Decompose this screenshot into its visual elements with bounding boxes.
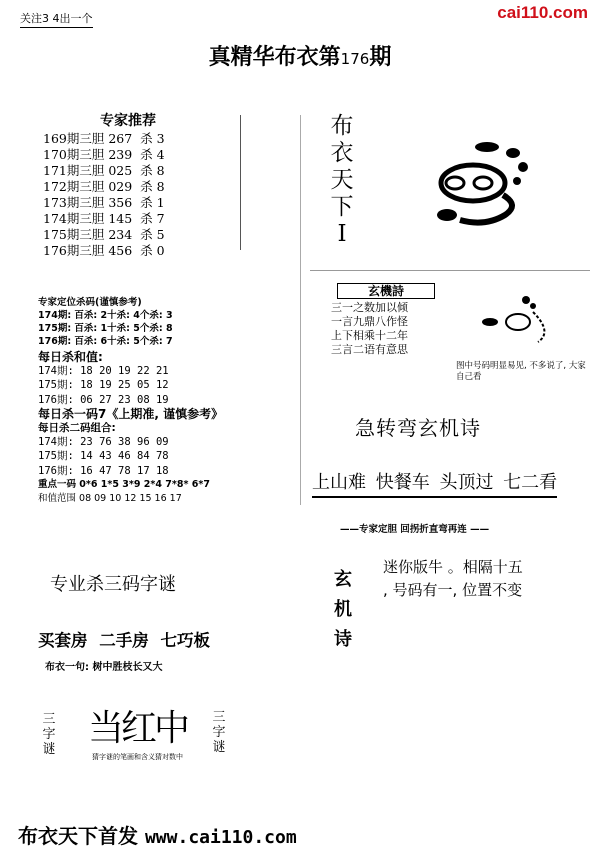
title-issue: 176 [340,50,370,68]
top-note: 关注3 4出一个 [20,10,93,28]
expert-list [43,131,165,259]
xuanji-vertical: 玄机诗 [334,569,352,650]
riddle-section-title: 专业杀三码字谜 [50,574,176,595]
expert-row: 169期三胆 267 杀 3 [43,131,165,146]
fixkill-row: 174期: 百杀: 2十杀: 4个杀: 3 [38,310,173,321]
expert-dingdan: ——专家定胆 回拐折直弯再连 —— [340,524,490,535]
ingot-illustration [478,292,568,352]
daily-one-code: 每日杀一码7《上期准, 谨慎参考》 [38,406,224,421]
expert-row: 170期三胆 239 杀 4 [43,147,165,162]
expert-row: 175期三胆 234 杀 5 [43,227,165,242]
tip-line: 迷你版牛 。相隔十五 [383,558,523,576]
fixkill-title: 专家定位杀码(谨慎参考) [38,297,142,308]
riddle-big-chars: 当红中 [88,708,188,749]
buyi-line: 布衣一句: 树中胜枝长又大 [45,662,163,673]
daily-pair-row: 176期: 16 47 78 17 18 [38,464,169,477]
fixkill-row: 175期: 百杀: 1十杀: 5个杀: 8 [38,323,173,334]
expert-title: 专家推荐 [100,113,156,129]
daily-sum-title: 每日杀和值: [38,350,103,364]
divider [310,270,590,271]
figure-caption: 图中号码明显易见, 不多说了, 大家自己看 [456,361,586,382]
daily-block [38,350,223,506]
page-title [0,40,600,71]
expert-row: 171期三胆 025 杀 8 [43,163,165,178]
jizhuan-title: 急转弯玄机诗 [355,416,481,440]
divider [240,115,241,250]
daily-key-point: 重点一码 0*6 1*5 3*9 2*4 7*8* 6*7 [38,478,210,490]
expert-row: 174期三胆 145 杀 7 [43,211,165,226]
expert-row: 176期三胆 456 杀 0 [43,243,165,258]
buyi-vertical-title: 布衣天下I [330,113,354,247]
xuanji-tip [383,556,583,602]
site-logo-text[interactable]: cai110.com [497,3,588,22]
daily-sum-range: 和值范围 08 09 10 12 15 16 17 [38,493,182,505]
title-suffix: 期 [369,45,392,70]
riddle-right-label: 三字谜 [212,710,226,755]
fixkill-block [38,296,173,348]
daily-sum-row: 176期: 06 27 23 08 19 [38,393,169,406]
riddle-hint: 猜字谜的笔画和含义猜对数中 [92,753,183,761]
daily-sum-row: 175期: 18 19 25 05 12 [38,379,169,392]
footer-text: 布衣天下首发 [18,824,138,848]
poem-box [331,283,441,357]
expert-row: 172期三胆 029 杀 8 [43,179,165,194]
fixkill-row: 176期: 百杀: 6十杀: 5个杀: 7 [38,336,173,347]
tip-line: , 号码有一, 位置不变 [383,581,523,599]
poem-line: 三一之数加以倾 [331,301,408,314]
daily-sum-row: 174期: 18 20 19 22 21 [38,365,169,378]
money-bag-illustration [425,135,545,230]
poem-title: 玄機詩 [337,283,435,299]
daily-pair-row: 174期: 23 76 38 96 09 [38,436,169,449]
poem-line: 三言二语有意思 [331,343,408,356]
divider [300,115,301,505]
footer-url[interactable]: www.cai110.com [144,827,297,848]
daily-pair-row: 175期: 14 43 46 84 78 [38,450,169,463]
title-main: 真精华布衣第 [208,45,341,70]
poem-line: 上下相乘十二年 [331,329,408,342]
riddle-left-label: 三字谜 [42,712,56,757]
riddle-houses: 买套房 二手房 七巧板 [38,631,210,650]
daily-pair-title: 每日杀二码组合: [38,422,116,435]
expert-row: 173期三胆 356 杀 1 [43,195,165,210]
slogan: 上山难 快餐车 头顶过 七二看 [312,468,557,498]
footer [18,820,297,849]
poem-line: 一言九鼎八作怪 [331,315,408,328]
